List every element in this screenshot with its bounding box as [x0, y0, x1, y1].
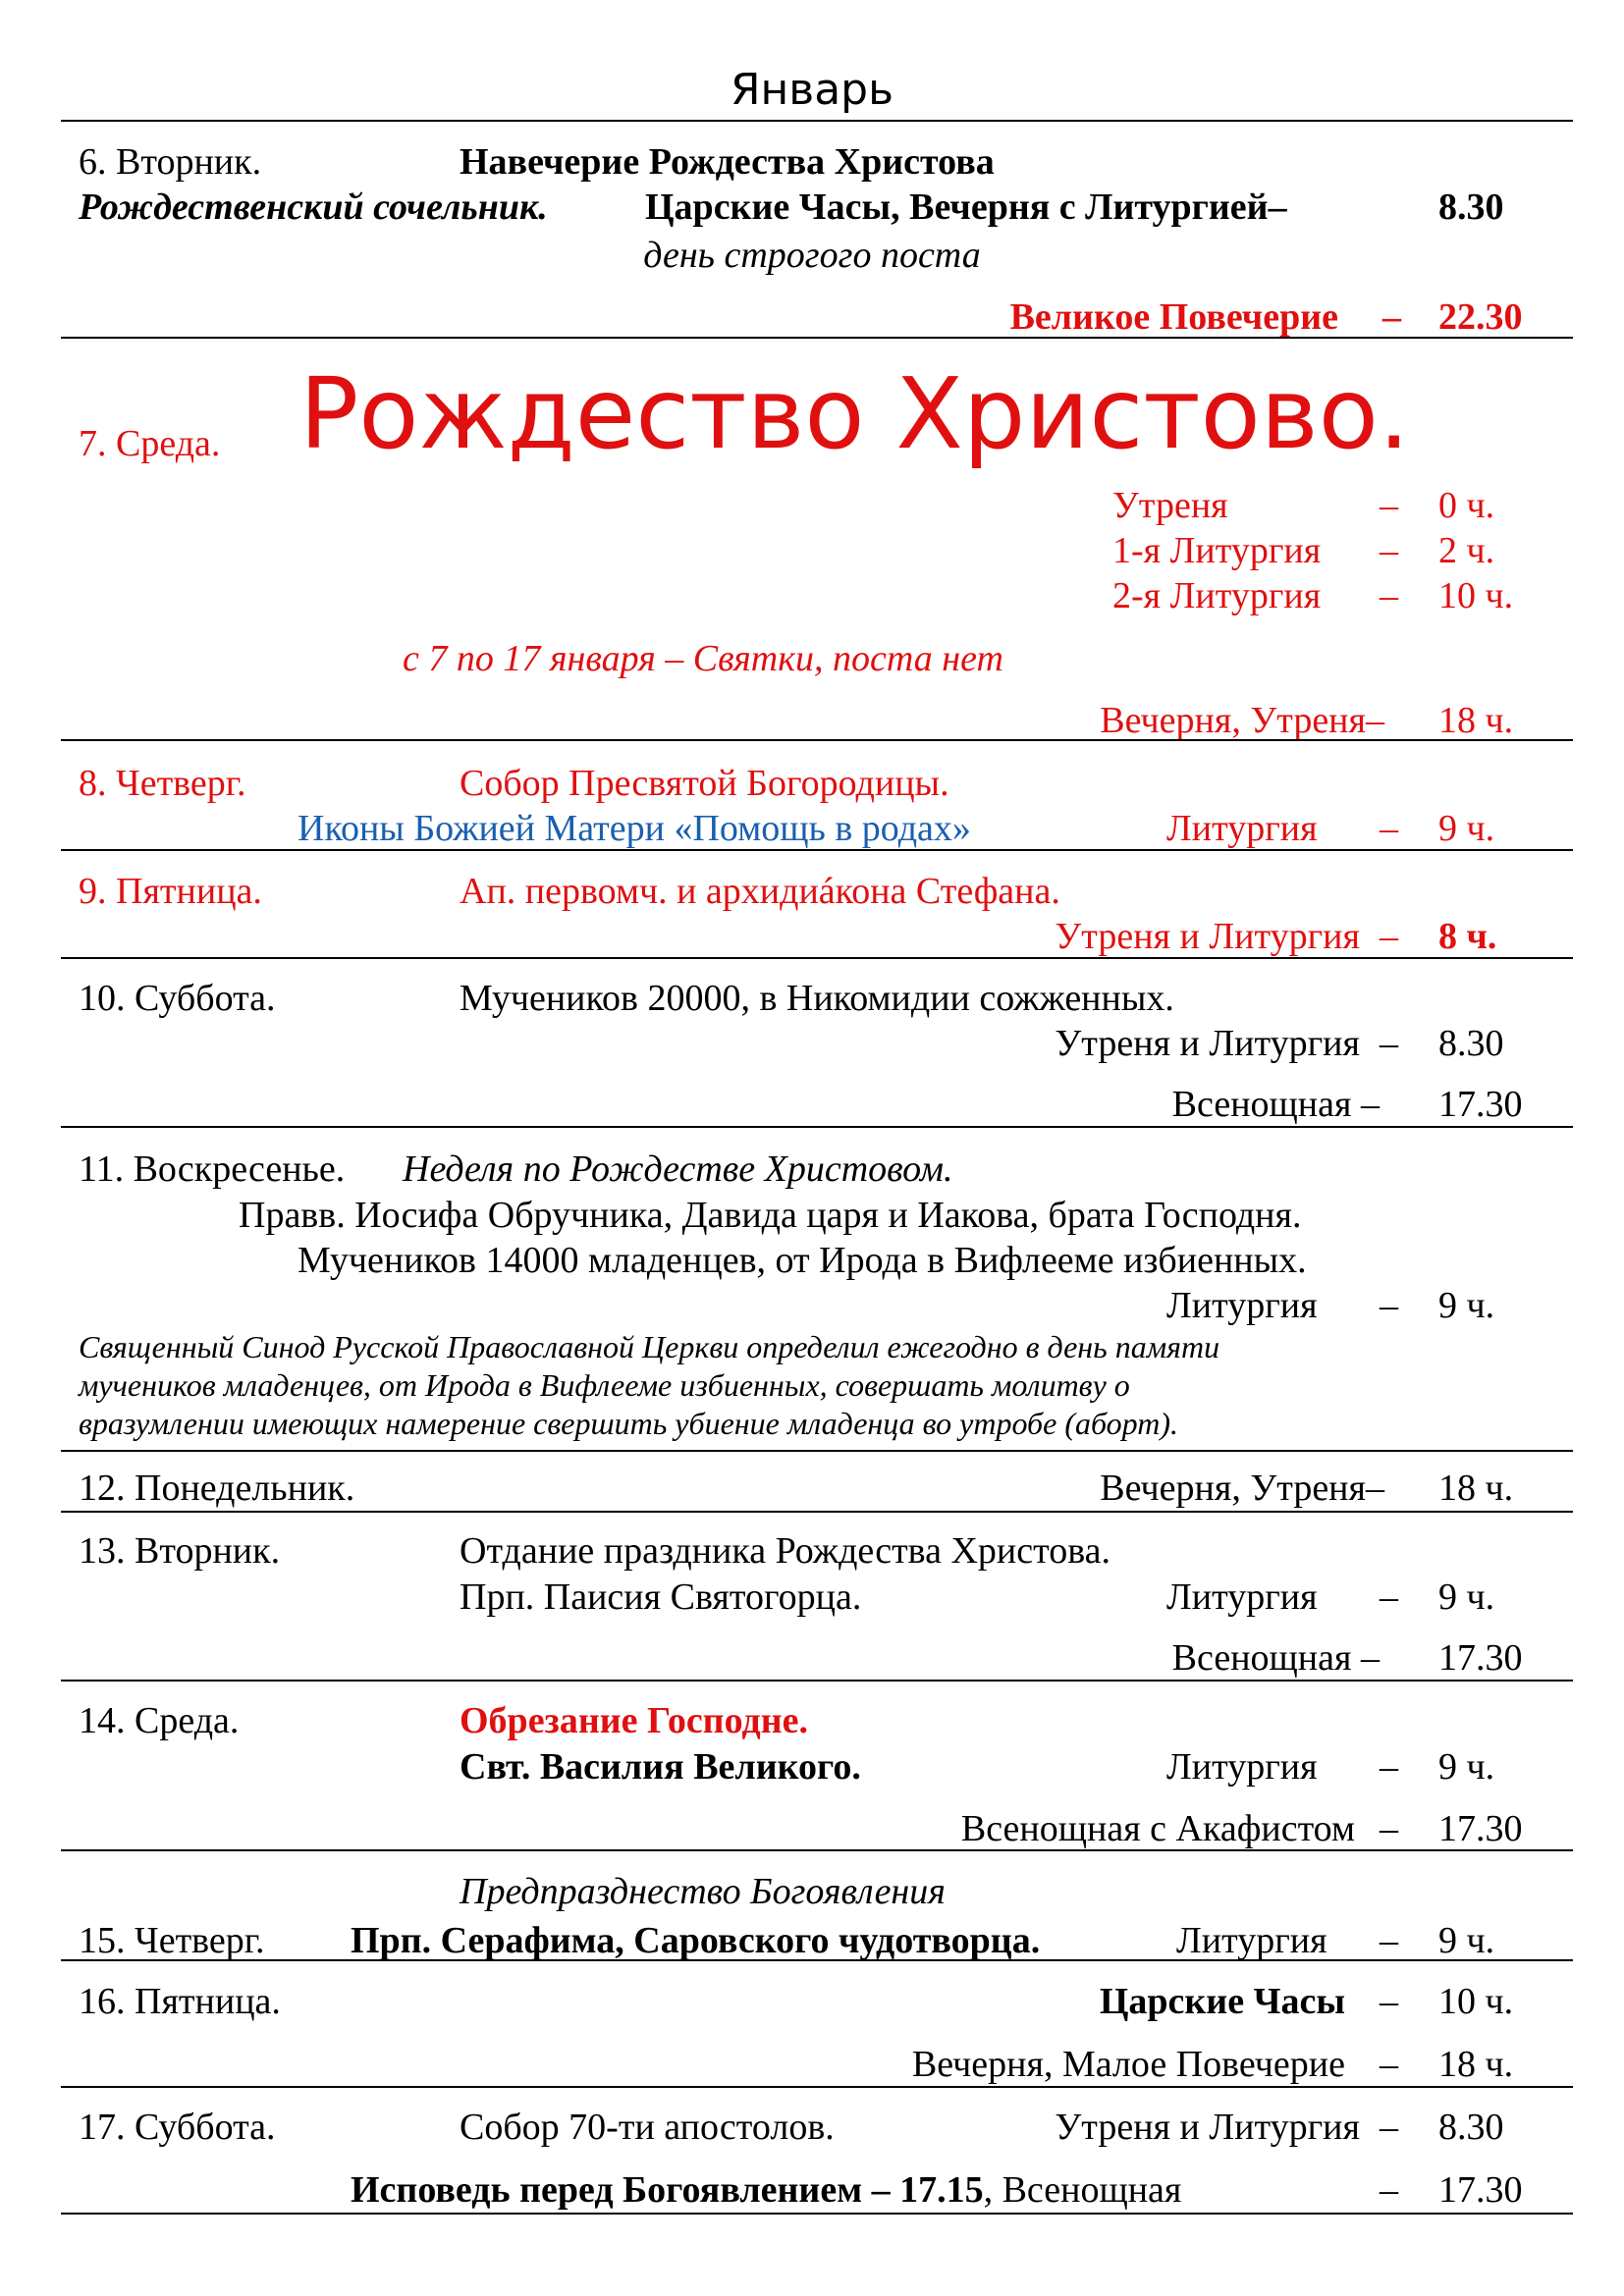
divider	[61, 849, 1573, 851]
forefeast-title: Предпразднество Богоявления	[460, 1871, 946, 1912]
service-name: Вечерня, Утреня–	[1100, 1468, 1384, 1509]
service-time: 0 ч.	[1438, 485, 1495, 526]
confession-line	[351, 2171, 1181, 2209]
service-name: Литургия	[1166, 808, 1318, 849]
eve-label: Рождественский сочельник.	[79, 187, 548, 228]
service-time: 18 ч.	[1438, 2044, 1514, 2085]
service-time: 8.30	[1438, 187, 1504, 228]
divider	[61, 1450, 1573, 1452]
divider	[61, 1849, 1573, 1851]
divider	[61, 739, 1573, 741]
synod-note: Священный Синод Русской Православной Церкви определил ежегодно в день памяти	[79, 1329, 1220, 1364]
dash: –	[1380, 1808, 1398, 1849]
divider	[61, 120, 1573, 122]
synod-note: вразумлении имеющих намерение свершить убиение младенца во утробе (аборт).	[79, 1406, 1178, 1441]
dash: –	[1382, 296, 1401, 338]
day-label: 11. Воскресенье.	[79, 1148, 346, 1190]
dash: –	[1380, 485, 1398, 526]
feast-title: Навечерие Рождества Христова	[460, 141, 995, 183]
day-label: 14. Среда.	[79, 1700, 240, 1741]
service-name: Литургия	[1166, 1576, 1318, 1618]
service-name: Всенощная с Акафистом	[960, 1808, 1355, 1849]
divider	[61, 2213, 1573, 2215]
service-name: Утреня	[1112, 485, 1228, 526]
dash: –	[1380, 1746, 1398, 1788]
saints-line: Правв. Иосифа Обручника, Давида царя и Иакова, брата Господня.	[239, 1195, 1302, 1236]
service-name: Литургия	[1176, 1920, 1327, 1961]
service-time: 10 ч.	[1438, 1981, 1514, 2022]
dash: –	[1380, 575, 1398, 616]
service-name: Утреня и Литургия	[1055, 916, 1360, 957]
divider	[61, 1126, 1573, 1128]
divider	[61, 957, 1573, 959]
feast-title: Обрезание Господне.	[460, 1700, 808, 1741]
service-name: Всенощная –	[1171, 1637, 1380, 1679]
day-label: 15. Четверг.	[79, 1920, 265, 1961]
service-time: 17.30	[1438, 1808, 1523, 1849]
synod-note: мучеников младенцев, от Ирода в Вифлееме избиенных, совершать молитву о	[79, 1367, 1130, 1403]
service-name: Литургия	[1166, 1285, 1318, 1326]
divider	[61, 2086, 1573, 2088]
dash: –	[1380, 1981, 1398, 2022]
service-name: 1-я Литургия	[1112, 530, 1322, 571]
service-time: 22.30	[1438, 296, 1523, 338]
service-name: Царские Часы, Вечерня с Литургией–	[645, 187, 1287, 228]
day-label: 12. Понедельник.	[79, 1468, 355, 1509]
feast-title: Рождество Христово.	[299, 356, 1410, 471]
service-time: 17.30	[1438, 1637, 1523, 1679]
service-time: 2 ч.	[1438, 530, 1495, 571]
service-time: 8.30	[1438, 1023, 1504, 1064]
service-time: 17.30	[1438, 1084, 1523, 1125]
feast-title: Ап. первомч. и архидиáкона Стефана.	[460, 871, 1060, 912]
service-name: Великое Повечерие	[1009, 296, 1338, 338]
service-time: 10 ч.	[1438, 575, 1514, 616]
day-label: 16. Пятница.	[79, 1981, 281, 2022]
service-name: Утреня и Литургия	[1055, 1023, 1360, 1064]
dash: –	[1380, 2107, 1398, 2148]
divider	[61, 1511, 1573, 1513]
divider	[61, 1959, 1573, 1961]
month-title: Январь	[730, 65, 894, 115]
service-name: Царские Часы	[1099, 1981, 1345, 2022]
confession-note: Исповедь перед Богоявлением – 17.15	[351, 2169, 984, 2211]
service-time: 9 ч.	[1438, 1576, 1495, 1618]
service-time: 9 ч.	[1438, 1920, 1495, 1961]
feast-title: Собор 70-ти апостолов.	[460, 2107, 835, 2148]
feast-title: Собор Пресвятой Богородицы.	[460, 763, 949, 804]
saint-name: Прп. Серафима, Саровского чудотворца.	[351, 1920, 1041, 1961]
service-time: 8.30	[1438, 2107, 1504, 2148]
dash: –	[1380, 1023, 1398, 1064]
service-name: Всенощная –	[1171, 1084, 1380, 1125]
day-label: 7. Среда.	[79, 423, 221, 464]
divider	[61, 1680, 1573, 1682]
saint-name: Прп. Паисия Святогорца.	[460, 1576, 862, 1618]
dash: –	[1380, 530, 1398, 571]
day-label: 10. Суббота.	[79, 978, 276, 1019]
dash: –	[1380, 1285, 1398, 1326]
day-label: 17. Суббота.	[79, 2107, 276, 2148]
fast-note: день строгого поста	[643, 235, 981, 276]
day-label: 6. Вторник.	[79, 141, 262, 183]
day-label: 8. Четверг.	[79, 763, 246, 804]
dash: –	[1380, 1576, 1398, 1618]
service-time: 9 ч.	[1438, 1285, 1495, 1326]
service-name: 2-я Литургия	[1112, 575, 1322, 616]
service-time: 18 ч.	[1438, 1468, 1514, 1509]
dash: –	[1380, 916, 1398, 957]
icon-feast: Иконы Божией Матери «Помощь в родах»	[298, 808, 971, 849]
week-title: Неделя по Рождестве Христовом.	[403, 1148, 953, 1190]
service-name: Литургия	[1166, 1746, 1318, 1788]
saints-line: Мучеников 14000 младенцев, от Ирода в Вифлееме избиенных.	[298, 1240, 1307, 1281]
service-time: 9 ч.	[1438, 808, 1495, 849]
service-time: 18 ч.	[1438, 700, 1514, 741]
service-name: , Всенощная	[983, 2169, 1182, 2211]
feast-title: Мучеников 20000, в Никомидии сожженных.	[460, 978, 1174, 1019]
feast-title: Отдание праздника Рождества Христова.	[460, 1530, 1111, 1572]
service-name: Утреня и Литургия	[1055, 2107, 1360, 2148]
service-time: 17.30	[1438, 2169, 1523, 2211]
service-time: 9 ч.	[1438, 1746, 1495, 1788]
dash: –	[1380, 1920, 1398, 1961]
service-time: 8 ч.	[1438, 916, 1497, 957]
day-label: 13. Вторник.	[79, 1530, 281, 1572]
service-name: Вечерня, Малое Повечерие	[911, 2044, 1345, 2085]
day-label: 9. Пятница.	[79, 871, 262, 912]
dash: –	[1380, 808, 1398, 849]
dash: –	[1380, 2169, 1398, 2211]
saint-name: Свт. Василия Великого.	[460, 1746, 861, 1788]
service-name: Вечерня, Утреня–	[1100, 700, 1384, 741]
sviatki-note: с 7 по 17 января – Святки, поста нет	[403, 638, 1003, 679]
divider	[61, 337, 1573, 339]
dash: –	[1380, 2044, 1398, 2085]
